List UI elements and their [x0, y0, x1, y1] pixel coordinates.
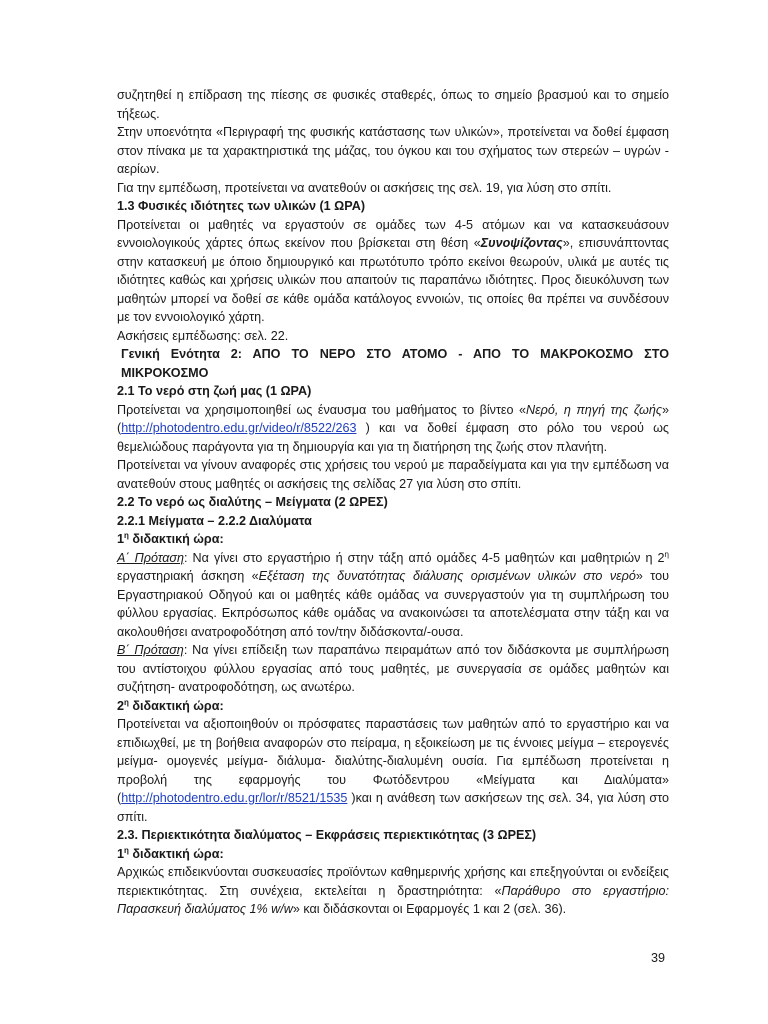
proposal-label: Β΄ Πρόταση	[117, 643, 184, 657]
italic-run: Συνοψίζοντας	[480, 236, 563, 250]
proposal-label: Α΄ Πρόταση	[117, 550, 185, 565]
text-run: 2	[117, 698, 125, 713]
text-run: )και η ανάθεση των ασκήσεων της σελ. 34, για λύση στο σπίτι.	[117, 791, 669, 824]
text-run: : Να γίνει στο εργαστήριο ή στην τάξη από ομάδες 4-5 μαθητών και μαθητριών η 2	[184, 550, 665, 565]
superscript: η	[124, 530, 129, 540]
text-run: Προτείνεται να αξιοποιηθούν οι πρόσφατες παραστάσεις των μαθητών από το εργαστήριο και να επιδιωχθεί, με τη βοήθεια αναφορών στο πείραμα, η εξοικείωση με τις έννοιες μείγμα – ετερογενές μείγμα- ομογενές μείγμα- διάλυμα- διαλύτης-διαλυμένη ουσία. Για εμπέδωση προτείνεται η προβολή της εφαρμογής του Φωτόδεντρου «Μείγματα και Διαλύματα» (	[117, 717, 669, 805]
paragraph: συζητηθεί η επίδραση της πίεσης σε φυσικές σταθερές, όπως το σημείο βρασμού και το σημείο τήξεως.	[117, 88, 669, 121]
paragraph: Για την εμπέδωση, προτείνεται να ανατεθούν οι ασκήσεις της σελ. 19, για λύση στο σπίτι.	[117, 180, 612, 195]
text-run: Προτείνεται να χρησιμοποιηθεί ως έναυσμα του μαθήματος το βίντεο «	[117, 402, 527, 417]
section-heading: 2.2 Το νερό ως διαλύτης – Μείγματα (2 ΩΡΕΣ)	[117, 495, 388, 509]
text-run: διδακτική ώρα:	[128, 846, 224, 861]
section-heading: 2.1 Το νερό στη ζωή μας (1 ΩΡΑ)	[117, 384, 312, 398]
text-run: διδακτική ώρα:	[128, 532, 224, 546]
document-body	[117, 86, 669, 919]
paragraph	[117, 641, 669, 697]
text-run: Αρχικώς επιδεικνύονται συσκευασίες προϊόντων καθημερινής χρήσης και επεξηγούνται οι ενδείξεις περιεκτικότητας. Στη συνέχεια, εκτελείται η δραστηριότητα: «	[117, 865, 669, 898]
text-run: εργαστηριακή άσκηση «	[117, 569, 259, 583]
paragraph: Ασκήσεις εμπέδωσης: σελ. 22.	[117, 328, 289, 343]
paragraph: Προτείνεται να γίνουν αναφορές στις χρήσεις του νερού με παραδείγματα και για την εμπέδωση να ανατεθούν στους μαθητές οι ασκήσεις της σελίδας 27 για λύση στο σπίτι.	[117, 458, 669, 491]
text-run: », επισυνάπτοντας στην κατασκευή με όποιο δημιουργικό και πρωτότυπο τρόπο εκείνοι θεωρούν, υλικά με αυτές τις ιδιότητες καθώς και χρήσεις υλικών που απαιτούν τις παραπάνω ιδιότητες. Προς διευκόλυνση των μαθητών μπορεί να δοθεί σε κάθε ομάδα κατάλογος εννοιών, τις οποίες θα πρέπει να συνδέσουν με τον εννοιολογικό χάρτη.	[117, 236, 670, 324]
superscript: η	[124, 697, 129, 707]
hour-heading	[117, 845, 669, 864]
text-run: Προτείνεται οι μαθητές να εργαστούν σε ομάδες των 4-5 ατόμων και να κατασκευάσουν εννοιολογικούς χάρτες όπως εκείνον που βρίσκεται στη θέση «	[117, 217, 669, 250]
text-run: 1	[117, 846, 125, 861]
hour-heading	[117, 530, 669, 549]
italic-run: Εξέταση της δυνατότητας διάλυσης ορισμένων υλικών στο νερό	[258, 569, 636, 583]
paragraph	[117, 715, 669, 826]
text-run: » του Εργαστηριακού Οδηγού και οι μαθητές κάθε ομάδας να συνεργαστούν για τη συμπλήρωση του φύλλου εργασίας. Εκπρόσωπος κάθε ομάδας να ανακοινώσει τα αποτελέσματα στην τάξη και να ακολουθήσει ανατροφοδότηση από τον/την διδάσκοντα/-ουσα.	[117, 569, 669, 639]
paragraph	[117, 401, 669, 457]
subsection-heading: 2.2.1 Μείγματα – 2.2.2 Διαλύματα	[117, 513, 312, 528]
text-run: διδακτική ώρα:	[128, 698, 224, 713]
superscript: η	[124, 845, 129, 855]
paragraph	[117, 216, 669, 327]
text-run: ) και να δοθεί έμφαση στο ρόλο του νερού ως θεμελιώδους παράγοντα για τη δημιουργία και για τη διατήρηση της ζωής στον πλανήτη.	[117, 421, 669, 454]
italic-run: Παράθυρο στο εργαστήριο: Παρασκευή διαλύματος 1% w/w	[117, 883, 669, 916]
text-run: : Να γίνει επίδειξη των παραπάνω πειραμάτων από τον διδάσκοντα με συμπλήρωση του αντίστοιχου φύλλου εργασίας από τους μαθητές, με συνεργασία σε ομάδες μαθητών και συζήτηση- ανατροφοδότηση, ως ανωτέρω.	[117, 643, 669, 694]
superscript: η	[664, 549, 669, 559]
text-run: » και διδάσκονται οι Εφαρμογές 1 και 2 (σελ. 36).	[292, 902, 567, 916]
text-run: » (	[117, 402, 669, 435]
paragraph	[117, 549, 669, 642]
photodentro-video-link[interactable]: http://photodentro.edu.gr/video/r/8522/263	[121, 421, 357, 435]
page-number: 39	[651, 951, 666, 965]
section-heading: 1.3 Φυσικές ιδιότητες των υλικών (1 ΩΡΑ)	[117, 199, 366, 213]
paragraph: Στην υποενότητα «Περιγραφή της φυσικής κατάστασης των υλικών», προτείνεται να δοθεί έμφαση στον πίνακα με τα χαρακτηριστικά της μάζας, του όγκου και του σχήματος των στερεών – υγρών - αερίων.	[117, 125, 669, 176]
unit-heading: Γενική Ενότητα 2: ΑΠΟ ΤΟ ΝΕΡΟ ΣΤΟ ΑΤΟΜΟ - ΑΠΟ ΤΟ ΜΑΚΡΟΚΟΣΜΟ ΣΤΟ ΜΙΚΡΟΚΟΣΜΟ	[121, 347, 669, 380]
paragraph	[117, 863, 669, 919]
section-heading: 2.3. Περιεκτικότητα διαλύματος – Εκφράσεις περιεκτικότητας (3 ΩΡΕΣ)	[117, 828, 537, 842]
hour-heading	[117, 697, 669, 716]
text-run: 1	[117, 532, 125, 546]
photodentro-lor-link[interactable]: http://photodentro.edu.gr/lor/r/8521/1535	[121, 791, 348, 805]
italic-run: Νερό, η πηγή της ζωής	[526, 402, 662, 417]
